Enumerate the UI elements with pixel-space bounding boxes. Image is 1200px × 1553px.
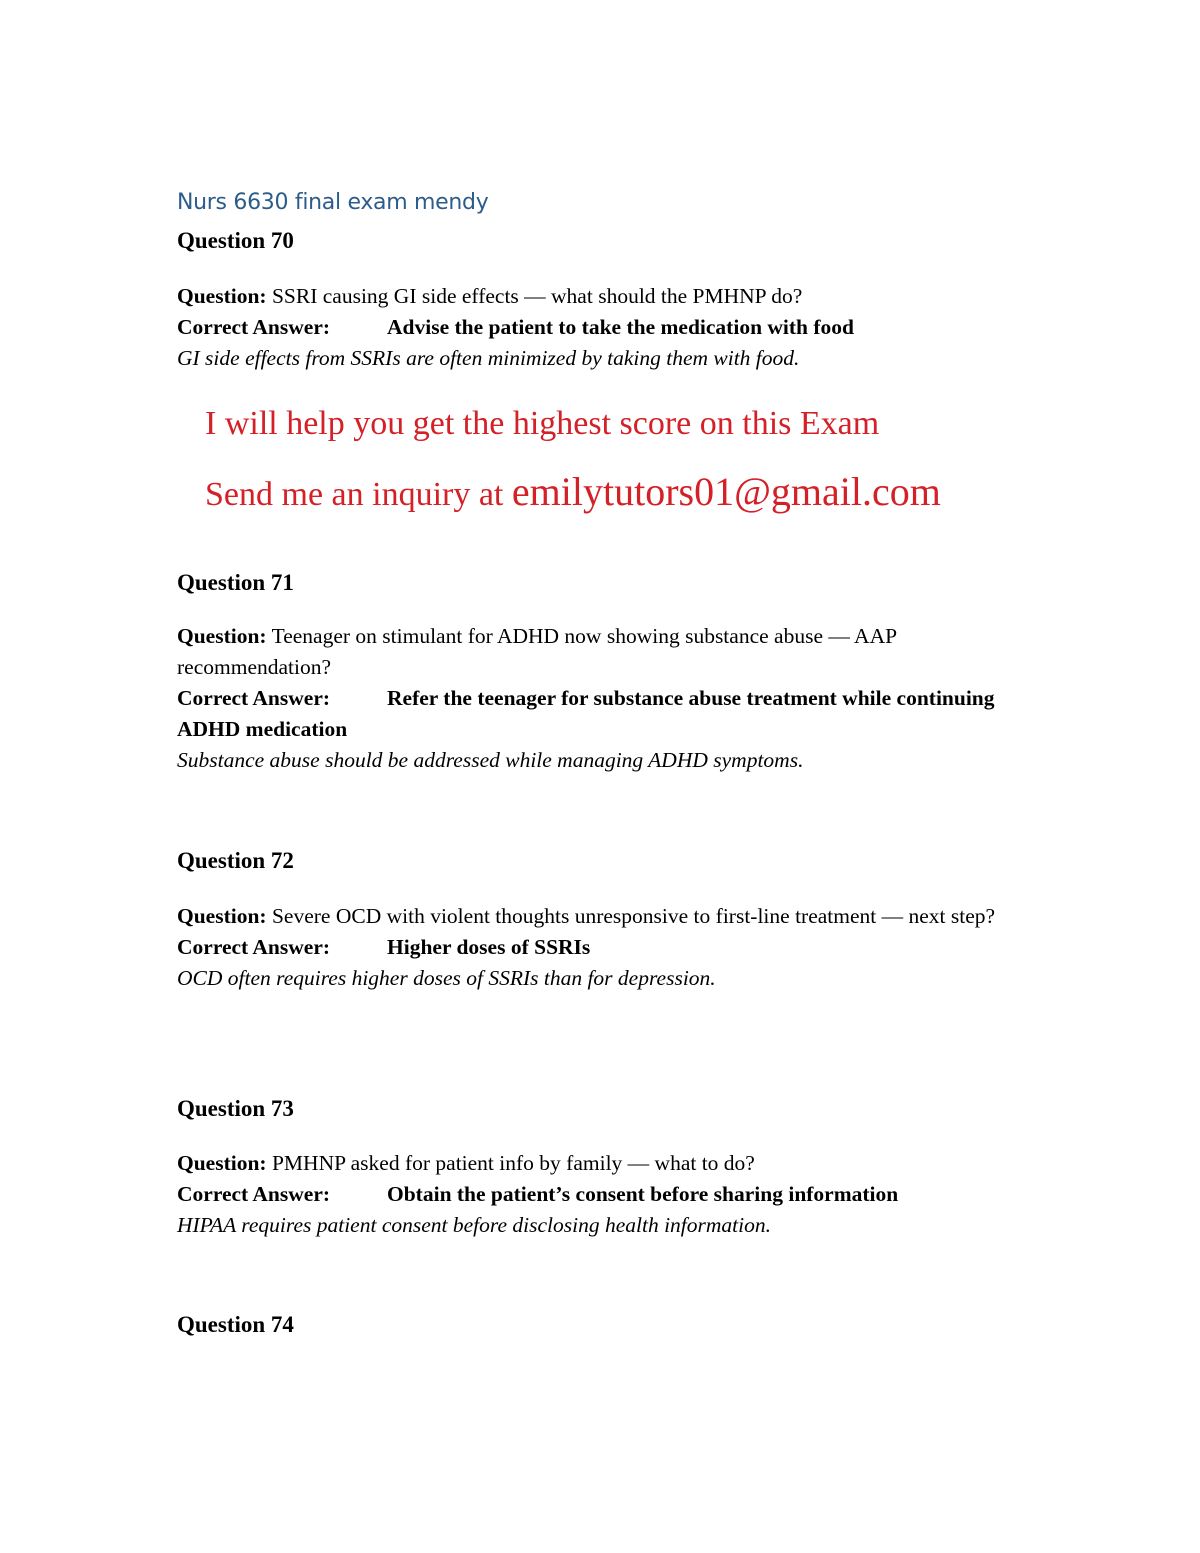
- question-label: Question:: [177, 624, 267, 648]
- question-text: [177, 621, 1027, 683]
- answer-label: Correct Answer:: [177, 935, 331, 959]
- document-title: Nurs 6630 final exam mendy: [177, 190, 489, 215]
- question-block: [177, 901, 1027, 994]
- answer-label: Correct Answer:: [177, 686, 331, 710]
- question-label: Question:: [177, 284, 267, 308]
- question-text: [177, 901, 1027, 932]
- explanation-text: HIPAA requires patient consent before disclosing health information.: [177, 1213, 771, 1237]
- promo-contact-prefix: Send me an inquiry at: [205, 476, 512, 513]
- explanation-text: OCD often requires higher doses of SSRIs than for depression.: [177, 966, 716, 990]
- question-body: PMHNP asked for patient info by family — what to do?: [266, 1151, 755, 1175]
- question-text: [177, 281, 1027, 312]
- question-body: SSRI causing GI side effects — what should the PMHNP do?: [266, 284, 803, 308]
- question-block: [177, 281, 1027, 374]
- answer-text: [177, 1179, 1027, 1210]
- question-text: [177, 1148, 1027, 1179]
- question-body: Teenager on stimulant for ADHD now showing substance abuse — AAP recommendation?: [177, 624, 897, 679]
- answer-body: Higher doses of SSRIs: [387, 935, 591, 959]
- answer-text: [177, 683, 1027, 745]
- question-body: Severe OCD with violent thoughts unresponsive to first-line treatment — next step?: [266, 904, 996, 928]
- question-label: Question:: [177, 904, 267, 928]
- promo-contact: [205, 468, 941, 515]
- answer-text: [177, 932, 1027, 963]
- promo-headline: I will help you get the highest score on this Exam: [205, 405, 880, 442]
- question-heading: Question 74: [177, 1312, 294, 1337]
- explanation-text: GI side effects from SSRIs are often minimized by taking them with food.: [177, 346, 800, 370]
- answer-body: Obtain the patient’s consent before sharing information: [387, 1182, 899, 1206]
- answer-body: Advise the patient to take the medication with food: [387, 315, 855, 339]
- question-label: Question:: [177, 1151, 267, 1175]
- answer-label: Correct Answer:: [177, 315, 331, 339]
- answer-body: Refer the teenager for substance abuse treatment while continuing ADHD medication: [177, 686, 995, 741]
- promo-email: emilytutors01@gmail.com: [511, 469, 941, 514]
- answer-text: [177, 312, 1027, 343]
- question-block: [177, 1148, 1027, 1241]
- question-heading: Question 72: [177, 848, 294, 873]
- question-heading: Question 71: [177, 570, 294, 595]
- question-heading: Question 73: [177, 1096, 294, 1121]
- explanation-text: Substance abuse should be addressed while managing ADHD symptoms.: [177, 748, 804, 772]
- question-block: [177, 621, 1027, 776]
- answer-label: Correct Answer:: [177, 1182, 331, 1206]
- question-heading: Question 70: [177, 228, 294, 253]
